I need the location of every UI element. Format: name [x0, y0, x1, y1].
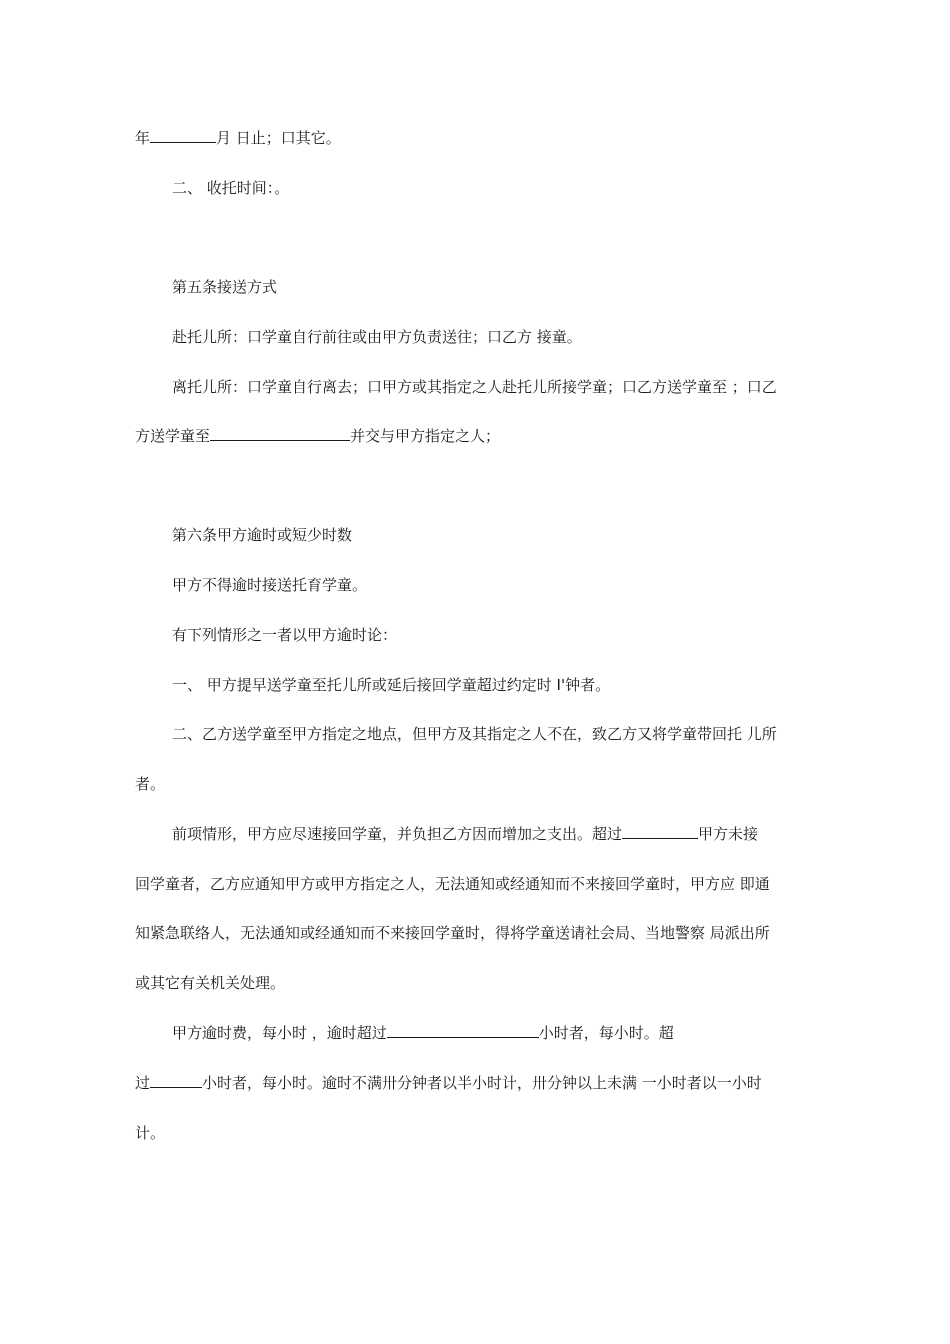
line-late-fee-prefix: 甲方逾时费，每小时 ，逾时超过 [172, 1024, 387, 1042]
line-notify-emergency: 知紧急联络人，无法通知或经通知而不来接回学童时，得将学童送请社会局、当地警察 局派出所 [135, 924, 770, 942]
line-care-time: 二、 收托时间：。 [172, 179, 290, 197]
line-late-fee-cont [135, 1073, 762, 1093]
blank-field-duration [622, 824, 698, 839]
line-date-end-prefix: 年 [135, 129, 151, 147]
blank-field-hours-2 [150, 1073, 202, 1088]
line-to-nursery: 赴托儿所：口学童自行前往或由甲方负责送往；口乙方 接童。 [172, 328, 582, 346]
line-leave-nursery: 离托儿所：口学童自行离去；口甲方或其指定之人赴托儿所接学童；口乙方送学童至 ；口乙 [172, 378, 777, 396]
line-deliver-to-prefix: 方送学童至 [135, 427, 211, 445]
line-late-fee [172, 1023, 674, 1043]
line-pickup-duty [172, 824, 758, 844]
line-pickup-duty-suffix: 甲方未接 [698, 825, 759, 843]
line-condition-1: 一、 甲方提早送学童至托儿所或延后接回学童超过约定时 I'钟者。 [172, 676, 611, 694]
article-6-heading: 第六条甲方逾时或短少时数 [172, 526, 353, 544]
line-deliver-to [135, 426, 500, 446]
line-no-late-pickup: 甲方不得逾时接送托育学童。 [172, 576, 368, 594]
line-late-fee-suffix: 小时者，每小时。超 [538, 1024, 674, 1042]
line-pickup-duty-prefix: 前项情形，甲方应尽速接回学童，并负担乙方因而增加之支出。超过 [172, 825, 623, 843]
line-condition-2: 二、乙方送学童至甲方指定之地点，但甲方及其指定之人不在，致乙方又将学童带回托 儿所 [172, 725, 777, 743]
line-deliver-to-suffix: 并交与甲方指定之人； [350, 427, 501, 445]
line-condition-2-cont: 者。 [135, 775, 166, 793]
article-5-heading: 第五条接送方式 [172, 278, 278, 296]
blank-field-hours [387, 1023, 539, 1038]
line-other-authorities: 或其它有关机关处理。 [135, 974, 286, 992]
line-late-fee-cont-suffix: 小时者，每小时。逾时不满卅分钟者以半小时计，卅分钟以上未满 一小时者以一小时 [202, 1074, 762, 1092]
blank-field-location [210, 426, 350, 441]
line-late-fee-cont-prefix: 过 [135, 1074, 151, 1092]
line-notify-parent: 回学童者，乙方应通知甲方或甲方指定之人，无法通知或经通知而不来接回学童时，甲方应 即通 [135, 875, 770, 893]
line-late-fee-end: 计。 [135, 1124, 166, 1142]
line-date-end-suffix: 月 日止；口其它。 [216, 129, 341, 147]
line-date-end [135, 128, 341, 148]
line-late-conditions: 有下列情形之一者以甲方逾时论： [172, 626, 398, 644]
blank-field-month [150, 128, 216, 143]
